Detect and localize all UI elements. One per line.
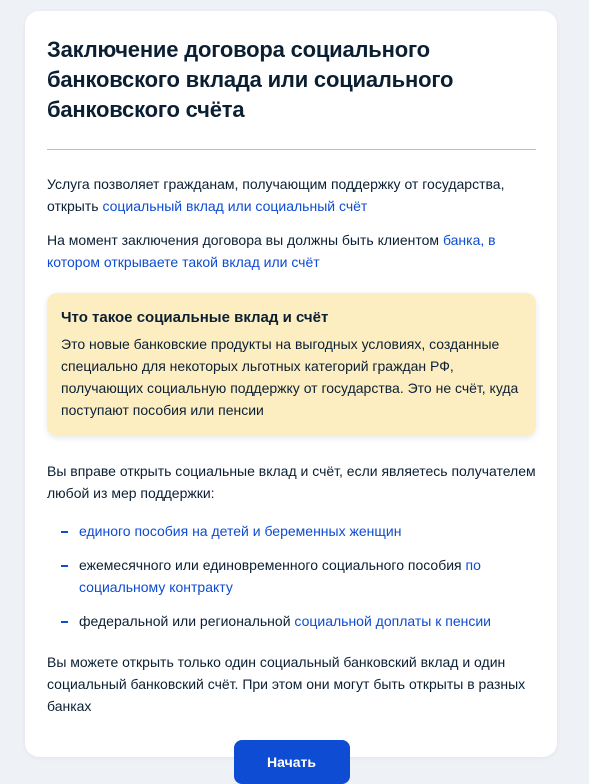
title-divider [47, 149, 536, 150]
list-item [47, 520, 536, 542]
eligibility-paragraph: Вы вправе открыть социальные вклад и счёт, если являетесь получателем любой из мер поддержки: [47, 463, 536, 501]
intro-paragraph [47, 173, 536, 217]
measure-link-unified-allowance[interactable]: единого пособия на детей и беременных женщин [79, 523, 402, 539]
list-item [47, 554, 536, 598]
info-notice [47, 293, 536, 436]
measures-list [47, 520, 536, 632]
start-button[interactable]: Начать [234, 740, 350, 784]
client-paragraph [47, 229, 536, 273]
intro-text: Услуга позволяет гражданам, получающим поддержку от государства, открыть [47, 176, 505, 214]
measure-link-pension-supplement[interactable]: социальной доплаты к пенсии [294, 613, 491, 629]
notice-title: Что такое социальные вклад и счёт [61, 309, 329, 326]
service-card [25, 11, 557, 770]
bank-link[interactable]: банка, в котором открываете такой вклад или счёт [47, 232, 496, 270]
measure-text: ежемесячного или единовременного социального пособия [79, 557, 466, 573]
measure-text: федеральной или региональной [79, 613, 295, 629]
client-text: На момент заключения договора вы должны быть клиентом [47, 232, 443, 248]
button-row [47, 740, 536, 784]
limit-paragraph: Вы можете открыть только один социальный банковский вклад и один социальный банковский счёт. При этом они могут быть открыты в разных банках [47, 654, 526, 714]
measure-link-social-contract[interactable]: по социальному контракту [79, 557, 481, 595]
dash-bullet-icon [61, 565, 68, 567]
list-item [47, 610, 536, 632]
dash-bullet-icon [61, 531, 68, 533]
social-deposit-link[interactable]: социальный вклад или социальный счёт [102, 198, 368, 214]
dash-bullet-icon [61, 621, 68, 623]
notice-text: Это новые банковские продукты на выгодных условиях, созданные специально для некоторых льготных категорий граждан РФ, получающих социальную поддержку от государства. Это не счёт, куда поступают пособия или пенсии [61, 336, 519, 418]
page-title: Заключение договора социального банковского вклада или социального банковского счёта [47, 37, 454, 122]
